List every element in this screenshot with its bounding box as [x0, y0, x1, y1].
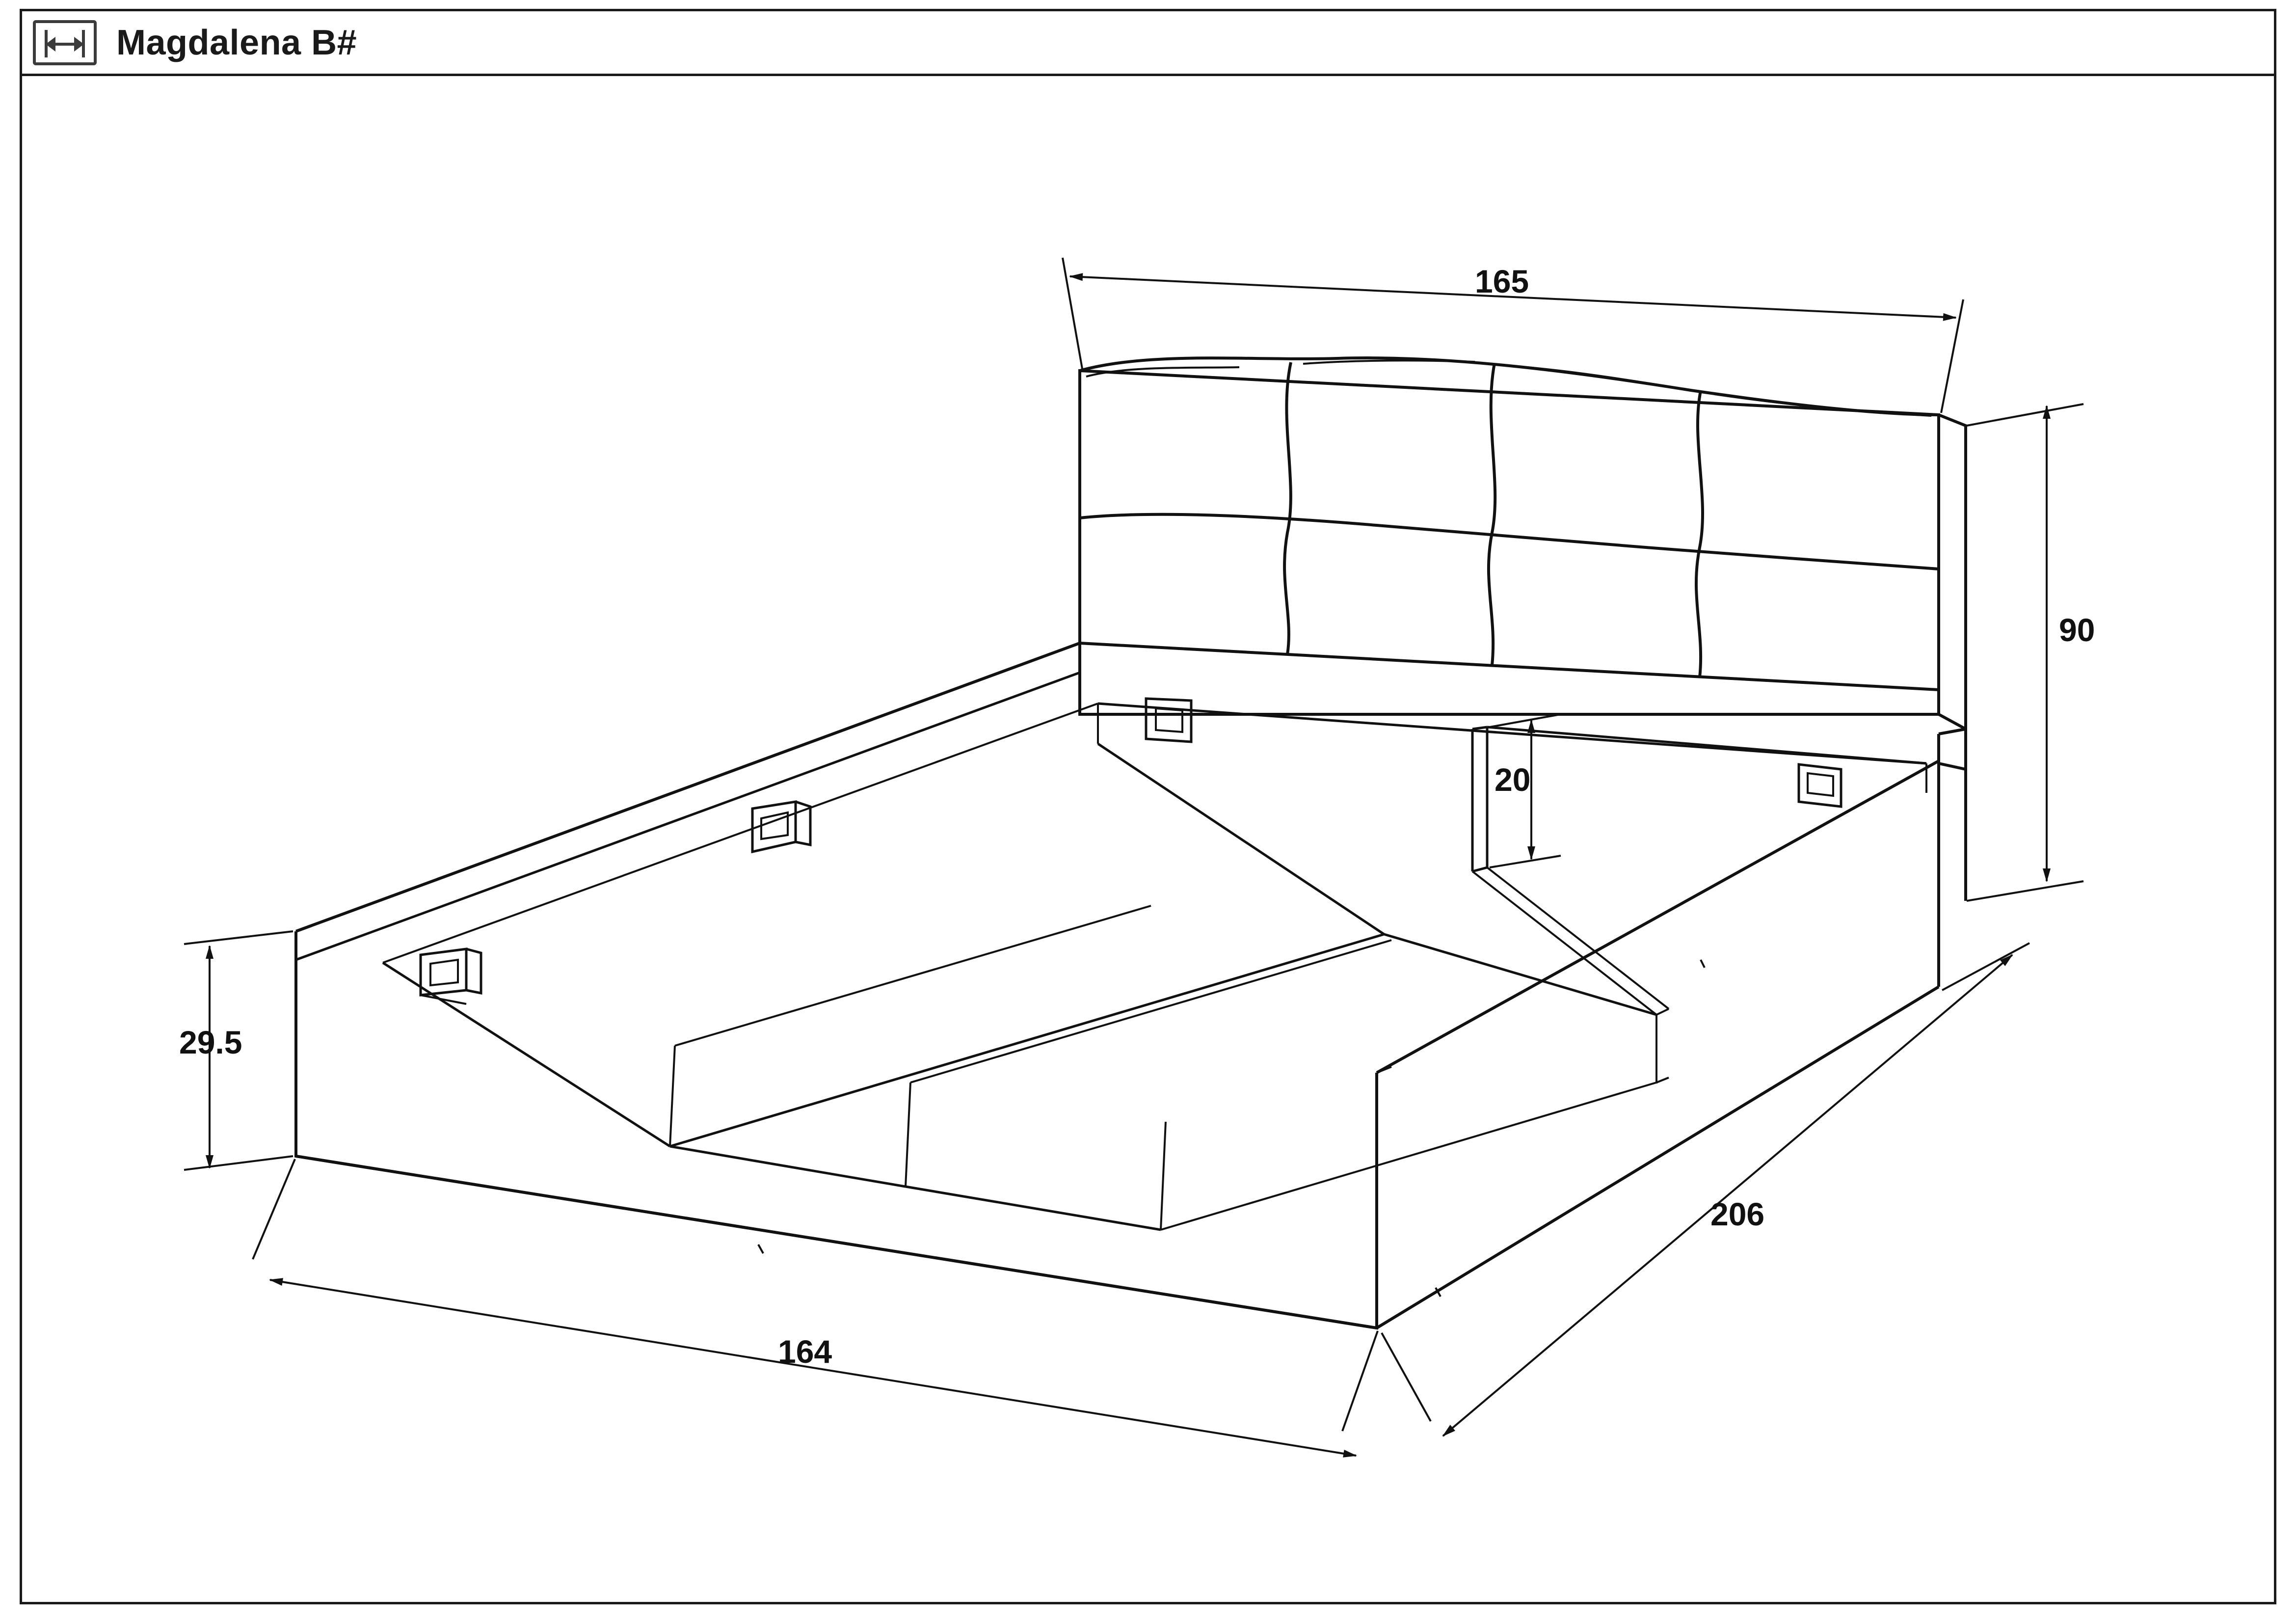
page-title: Magdalena B# — [116, 23, 357, 62]
bed-technical-drawing — [22, 76, 2274, 1604]
dimension-arrow-icon — [33, 20, 97, 65]
icon-arrow-left — [46, 37, 55, 52]
dimension-label-inner-side-height: 20 — [1495, 761, 1531, 798]
dimension-label-headboard-width: 165 — [1475, 263, 1529, 299]
dimension-label-bed-length: 206 — [1710, 1196, 1765, 1232]
dimension-label-frame-height: 29.5 — [179, 1024, 242, 1060]
dimension-label-bed-width: 164 — [778, 1333, 832, 1370]
title-bar — [22, 11, 2274, 76]
dimension-label-headboard-height: 90 — [2059, 612, 2095, 648]
icon-arrow-right — [74, 37, 84, 52]
drawing-canvas — [22, 76, 2274, 1604]
